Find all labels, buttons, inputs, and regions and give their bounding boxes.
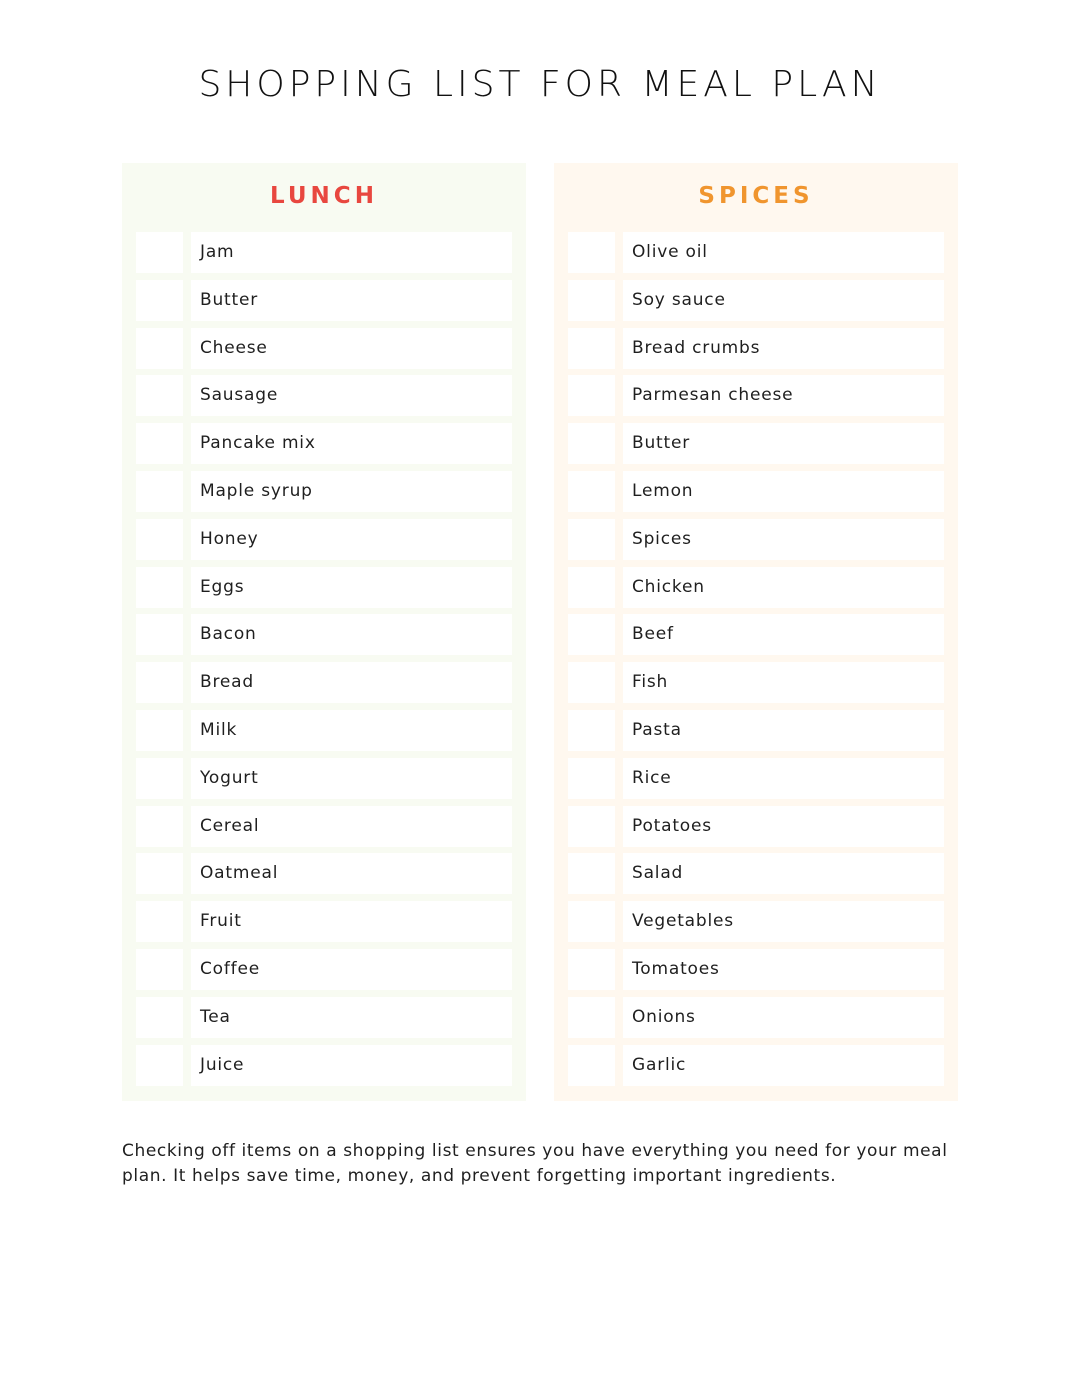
checkbox[interactable]: [136, 901, 183, 942]
checkbox[interactable]: [136, 423, 183, 464]
checkbox[interactable]: [136, 232, 183, 273]
checkbox[interactable]: [568, 519, 615, 560]
list-item: [136, 375, 512, 416]
item-label: Beef: [623, 614, 944, 655]
checkbox[interactable]: [136, 758, 183, 799]
item-label: Chicken: [623, 567, 944, 608]
list-item: [568, 1045, 944, 1086]
list-item: [568, 662, 944, 703]
list-item: [568, 423, 944, 464]
checkbox[interactable]: [136, 710, 183, 751]
item-label: Coffee: [191, 949, 512, 990]
list-item: [136, 280, 512, 321]
list-item: [568, 710, 944, 751]
checkbox[interactable]: [136, 1045, 183, 1086]
item-label: Tomatoes: [623, 949, 944, 990]
item-label: Pancake mix: [191, 423, 512, 464]
list-item: [568, 519, 944, 560]
checkbox[interactable]: [136, 280, 183, 321]
checkbox[interactable]: [136, 519, 183, 560]
list-item: [136, 328, 512, 369]
checkbox[interactable]: [568, 375, 615, 416]
checkbox[interactable]: [136, 567, 183, 608]
item-label: Yogurt: [191, 758, 512, 799]
list-item: [568, 471, 944, 512]
checkbox[interactable]: [136, 375, 183, 416]
item-label: Bacon: [191, 614, 512, 655]
item-list: [568, 232, 944, 1092]
list-item: [136, 853, 512, 894]
list-item: [136, 423, 512, 464]
checkbox[interactable]: [136, 471, 183, 512]
list-item: [136, 232, 512, 273]
checkbox[interactable]: [136, 662, 183, 703]
item-label: Sausage: [191, 375, 512, 416]
item-label: Tea: [191, 997, 512, 1038]
item-label: Olive oil: [623, 232, 944, 273]
checkbox[interactable]: [568, 423, 615, 464]
checkbox[interactable]: [568, 997, 615, 1038]
item-label: Juice: [191, 1045, 512, 1086]
checkbox[interactable]: [136, 853, 183, 894]
item-label: Cereal: [191, 806, 512, 847]
item-label: Jam: [191, 232, 512, 273]
item-label: Spices: [623, 519, 944, 560]
checkbox[interactable]: [568, 758, 615, 799]
item-label: Butter: [191, 280, 512, 321]
list-item: [136, 614, 512, 655]
list-item: [136, 1045, 512, 1086]
item-label: Soy sauce: [623, 280, 944, 321]
list-item: [136, 662, 512, 703]
item-label: Cheese: [191, 328, 512, 369]
checkbox[interactable]: [568, 901, 615, 942]
item-label: Parmesan cheese: [623, 375, 944, 416]
item-label: Fruit: [191, 901, 512, 942]
column-heading: LUNCH: [270, 183, 378, 209]
checkbox[interactable]: [136, 806, 183, 847]
item-label: Vegetables: [623, 901, 944, 942]
list-item: [568, 375, 944, 416]
list-item: [568, 806, 944, 847]
list-item: [568, 280, 944, 321]
checkbox[interactable]: [568, 853, 615, 894]
checkbox[interactable]: [136, 997, 183, 1038]
list-item: [568, 614, 944, 655]
checkbox[interactable]: [136, 949, 183, 990]
list-item: [136, 758, 512, 799]
item-label: Bread: [191, 662, 512, 703]
item-label: Pasta: [623, 710, 944, 751]
list-item: [568, 901, 944, 942]
list-item: [568, 949, 944, 990]
list-item: [568, 232, 944, 273]
list-item: [136, 901, 512, 942]
footer-note: Checking off items on a shopping list ensures you have everything you need for your meal plan. It helps save time, money, and prevent forgetting important ingredients.: [122, 1141, 948, 1186]
item-label: Garlic: [623, 1045, 944, 1086]
item-label: Potatoes: [623, 806, 944, 847]
checkbox[interactable]: [568, 710, 615, 751]
item-label: Rice: [623, 758, 944, 799]
checkbox[interactable]: [568, 280, 615, 321]
checkbox[interactable]: [568, 328, 615, 369]
checkbox[interactable]: [136, 328, 183, 369]
checkbox[interactable]: [568, 949, 615, 990]
list-item: [136, 949, 512, 990]
list-item: [136, 806, 512, 847]
checkbox[interactable]: [568, 662, 615, 703]
list-item: [568, 997, 944, 1038]
item-label: Fish: [623, 662, 944, 703]
checkbox[interactable]: [568, 567, 615, 608]
lunch-column: [122, 163, 526, 1101]
item-label: Bread crumbs: [623, 328, 944, 369]
list-item: [568, 758, 944, 799]
checkbox[interactable]: [568, 232, 615, 273]
item-label: Honey: [191, 519, 512, 560]
item-label: Maple syrup: [191, 471, 512, 512]
checkbox[interactable]: [568, 614, 615, 655]
item-label: Oatmeal: [191, 853, 512, 894]
checkbox[interactable]: [568, 1045, 615, 1086]
item-label: Eggs: [191, 567, 512, 608]
item-label: Butter: [623, 423, 944, 464]
list-item: [568, 853, 944, 894]
spices-column: [554, 163, 958, 1101]
checkbox[interactable]: [136, 614, 183, 655]
item-label: Lemon: [623, 471, 944, 512]
item-label: Onions: [623, 997, 944, 1038]
list-item: [136, 471, 512, 512]
item-label: Milk: [191, 710, 512, 751]
item-label: Salad: [623, 853, 944, 894]
page-title: SHOPPING LIST FOR MEAL PLAN: [198, 64, 882, 105]
list-item: [136, 567, 512, 608]
column-heading: SPICES: [698, 183, 814, 209]
item-list: [136, 232, 512, 1092]
list-item: [568, 328, 944, 369]
list-item: [568, 567, 944, 608]
checkbox[interactable]: [568, 806, 615, 847]
list-item: [136, 519, 512, 560]
list-item: [136, 997, 512, 1038]
checkbox[interactable]: [568, 471, 615, 512]
list-item: [136, 710, 512, 751]
